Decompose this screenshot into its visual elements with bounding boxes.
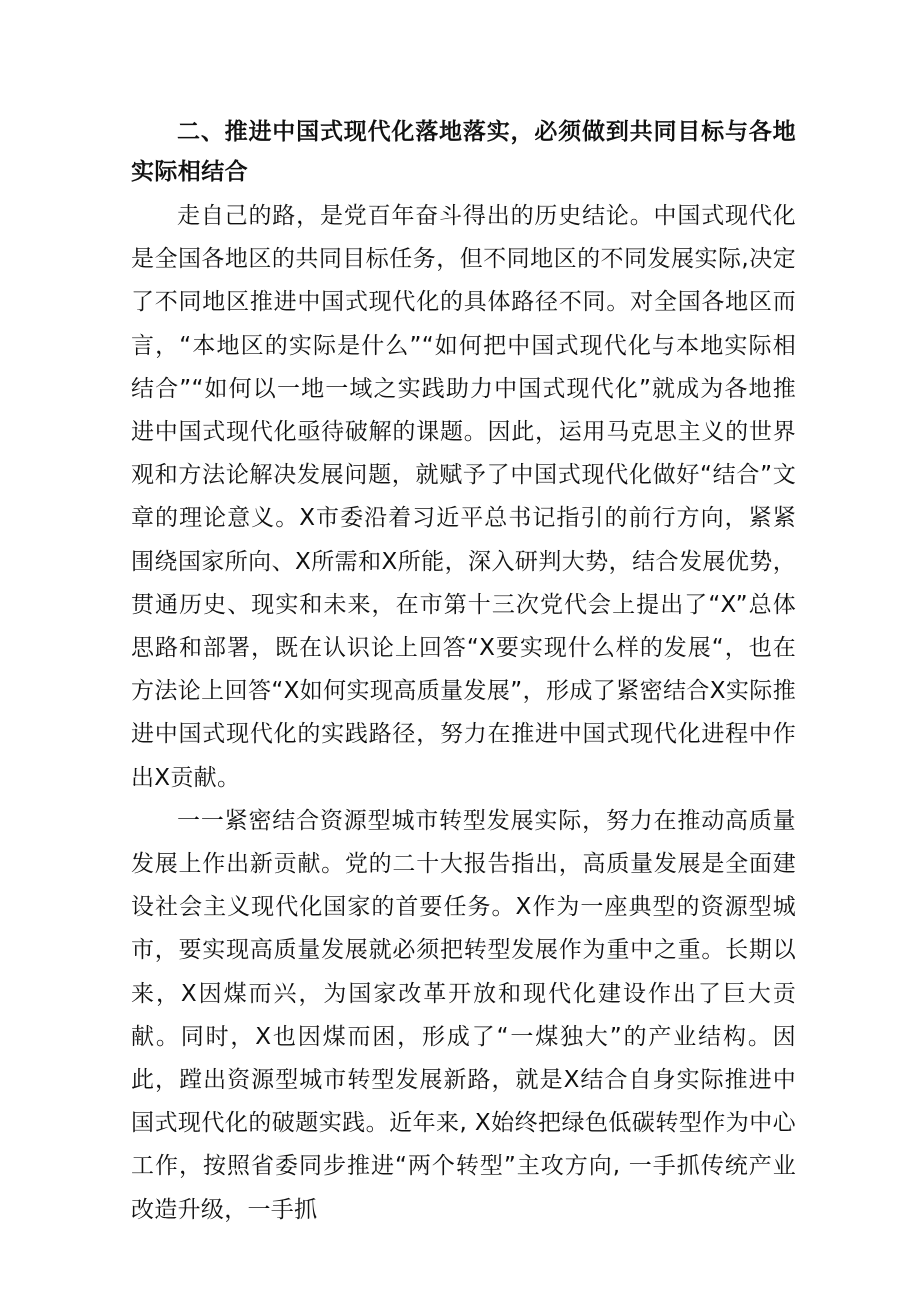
section-heading: 二、推进中国式现代化落地落实，必须做到共同目标与各地实际相结合 <box>131 119 796 185</box>
document-body <box>131 112 796 1232</box>
body-paragraph-2: 一一紧密结合资源型城市转型发展实际，努力在推动高质量发展上作出新贡献。党的二十大报告指出，高质量发展是全面建设社会主义现代化国家的首要任务。X作为一座典型的资源型城市，要实现高质量发展就必须把转型发展作为重中之重。长期以来，X因煤而兴，为国家改革开放和现代化建设作出了巨大贡献。同时，X也因煤而困，形成了“一煤独大”的产业结构。因此，蹚出资源型城市转型发展新路，就是X结合自身实际推进中国式现代化的破题实践。近年来, X始终把绿色低碳转型作为中心工作，按照省委同步推进“两个转型”主攻方向, 一手抓传统产业改造升级，一手抓 <box>131 807 796 1223</box>
body-paragraph-1: 走自己的路，是党百年奋斗得出的历史结论。中国式现代化是全国各地区的共同目标任务，但不同地区的不同发展实际,决定了不同地区推进中国式现代化的具体路径不同。对全国各地区而言，“本地区的实际是什么”“如何把中国式现代化与本地实际相结合”“如何以一地一域之实践助力中国式现代化”就成为各地推进中国式现代化亟待破解的课题。因此，运用马克思主义的世界观和方法论解决发展问题，就赋予了中国式现代化做好“结合”文章的理论意义。X市委沿着习近平总书记指引的前行方向，紧紧围绕国家所向、X所需和X所能，深入研判大势，结合发展优势，贯通历史、现实和未来，在市第十三次党代会上提出了“X”总体思路和部署，既在认识论上回答“X要实现什么样的发展“，也在方法论上回答“X如何实现高质量发展”，形成了紧密结合X实际推进中国式现代化的实践路径，努力在推进中国式现代化进程中作出X贡献。 <box>131 203 796 791</box>
